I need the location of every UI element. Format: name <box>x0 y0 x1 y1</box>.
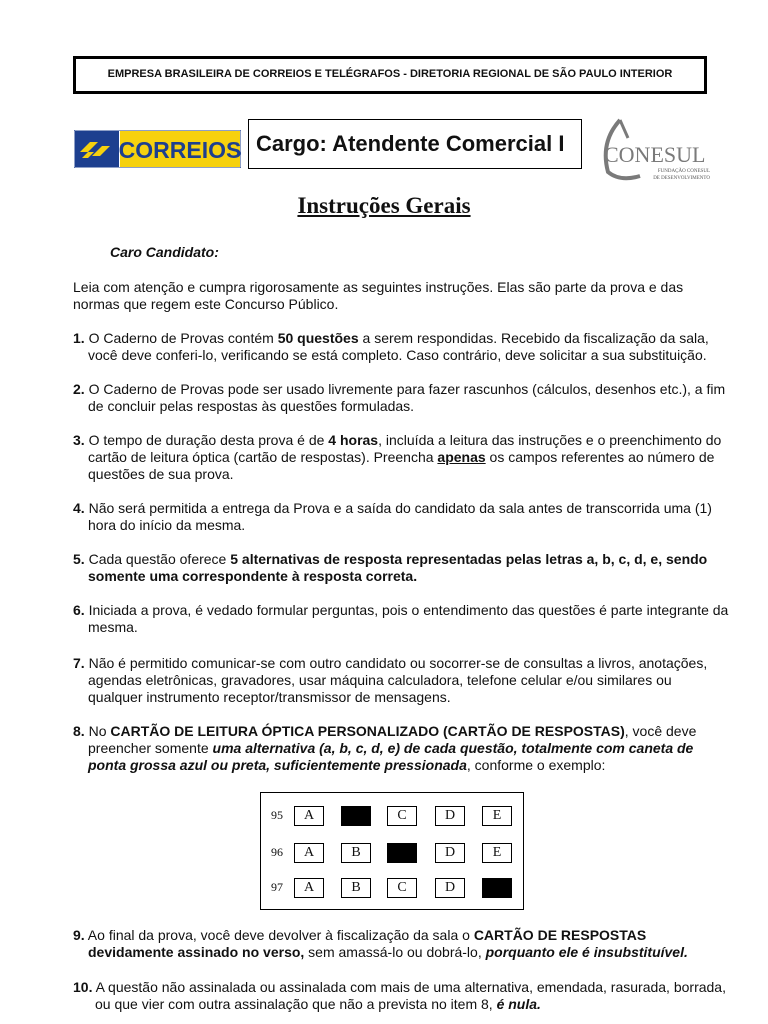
instruction-item-10: 10. A questão não assinalada ou assinalada com mais de uma alternativa, emendada, rasurada, borrada, ou que vier com outra assinalação que não a prevista no item 8, é nula. <box>73 979 726 1012</box>
option-cell: B <box>341 843 371 863</box>
instruction-item-2: 2. O Caderno de Provas pode ser usado livremente para fazer rascunhos (cálculos, desenhos etc.), a fim de concluir pelas respostas às questões formuladas. <box>73 381 726 414</box>
correios-logo-text: CORREIOS <box>118 137 241 163</box>
conesul-logo <box>590 112 718 184</box>
option-cell: D <box>435 878 465 898</box>
header-banner <box>73 56 707 94</box>
option-cell: A <box>294 806 324 826</box>
conesul-logo-text: CONESUL <box>604 142 706 167</box>
question-number: 96 <box>271 845 283 859</box>
salutation: Caro Candidato: <box>110 244 219 260</box>
option-cell: A <box>294 878 324 898</box>
svg-text:FUNDAÇÃO CONESUL: FUNDAÇÃO CONESUL <box>657 169 710 174</box>
instruction-item-7: 7. Não é permitido comunicar-se com outro candidato ou socorrer-se de consultas a livros, anotações, agendas eletrônicas, gravadores, usar máquina calculadora, telefone celular e/ou similares ou qualquer instrumento receptor/transmissor de mensagens. <box>73 655 708 705</box>
header-banner-text: EMPRESA BRASILEIRA DE CORREIOS E TELÉGRAFOS - DIRETORIA REGIONAL DE SÃO PAULO INTERIOR <box>107 68 673 80</box>
option-cell: E <box>482 806 512 826</box>
instruction-item-6: 6. Iniciada a prova, é vedado formular perguntas, pois o entendimento das questões é parte integrante da mesma. <box>73 602 729 635</box>
option-cell: E <box>482 843 512 863</box>
cargo-box <box>248 119 582 169</box>
instruction-item-3: 3. O tempo de duração desta prova é de 4 horas, incluída a leitura das instruções e o preenchimento do cartão de leitura óptica (cartão de respostas). Preencha apenas os campos referentes ao número de questões de sua prova. <box>73 432 722 482</box>
question-number: 95 <box>271 808 283 822</box>
option-cell-filled <box>341 806 371 826</box>
option-cell-filled <box>482 878 512 898</box>
svg-text:DE DESENVOLVIMENTO: DE DESENVOLVIMENTO <box>653 176 710 181</box>
option-cell-filled <box>387 843 417 863</box>
intro-paragraph: Leia com atenção e cumpra rigorosamente as seguintes instruções. Elas são parte da prova e das normas que regem este Concurso Público. <box>73 279 684 312</box>
page-title: Instruções Gerais <box>297 193 471 218</box>
correios-logo <box>74 130 241 168</box>
instruction-item-9: 9. Ao final da prova, você deve devolver à fiscalização da sala o CARTÃO DE RESPOSTAS devidamente assinado no verso, sem amassá-lo ou dobrá-lo, porquanto ele é insubstituível. <box>73 927 688 960</box>
instruction-item-5: 5. Cada questão oferece 5 alternativas de resposta representadas pelas letras a, b, c, d, e, sendo somente uma correspondente à resposta correta. <box>73 551 708 584</box>
option-cell: C <box>387 806 417 826</box>
answer-card-example <box>260 792 524 910</box>
option-cell: B <box>341 878 371 898</box>
cargo-title: Cargo: Atendente Comercial I <box>256 131 565 156</box>
instruction-item-1: 1. O Caderno de Provas contém 50 questões a serem respondidas. Recebido da fiscalização da sala, você deve conferi-lo, verificando se está completo. Caso contrário, deve solicitar a sua substituição. <box>73 330 709 363</box>
question-number: 97 <box>271 880 283 894</box>
instruction-item-4: 4. Não será permitida a entrega da Prova e a saída do candidato da sala antes de transcorrida uma (1) hora do início da mesma. <box>73 500 712 533</box>
option-cell: D <box>435 806 465 826</box>
option-cell: C <box>387 878 417 898</box>
option-cell: D <box>435 843 465 863</box>
instruction-item-8: 8. No CARTÃO DE LEITURA ÓPTICA PERSONALIZADO (CARTÃO DE RESPOSTAS), você deve preencher somente uma alternativa (a, b, c, d, e) de cada questão, totalmente com caneta de ponta grossa azul ou preta, suficientemente pressionada, conforme o exemplo: <box>73 723 697 773</box>
option-cell: A <box>294 843 324 863</box>
